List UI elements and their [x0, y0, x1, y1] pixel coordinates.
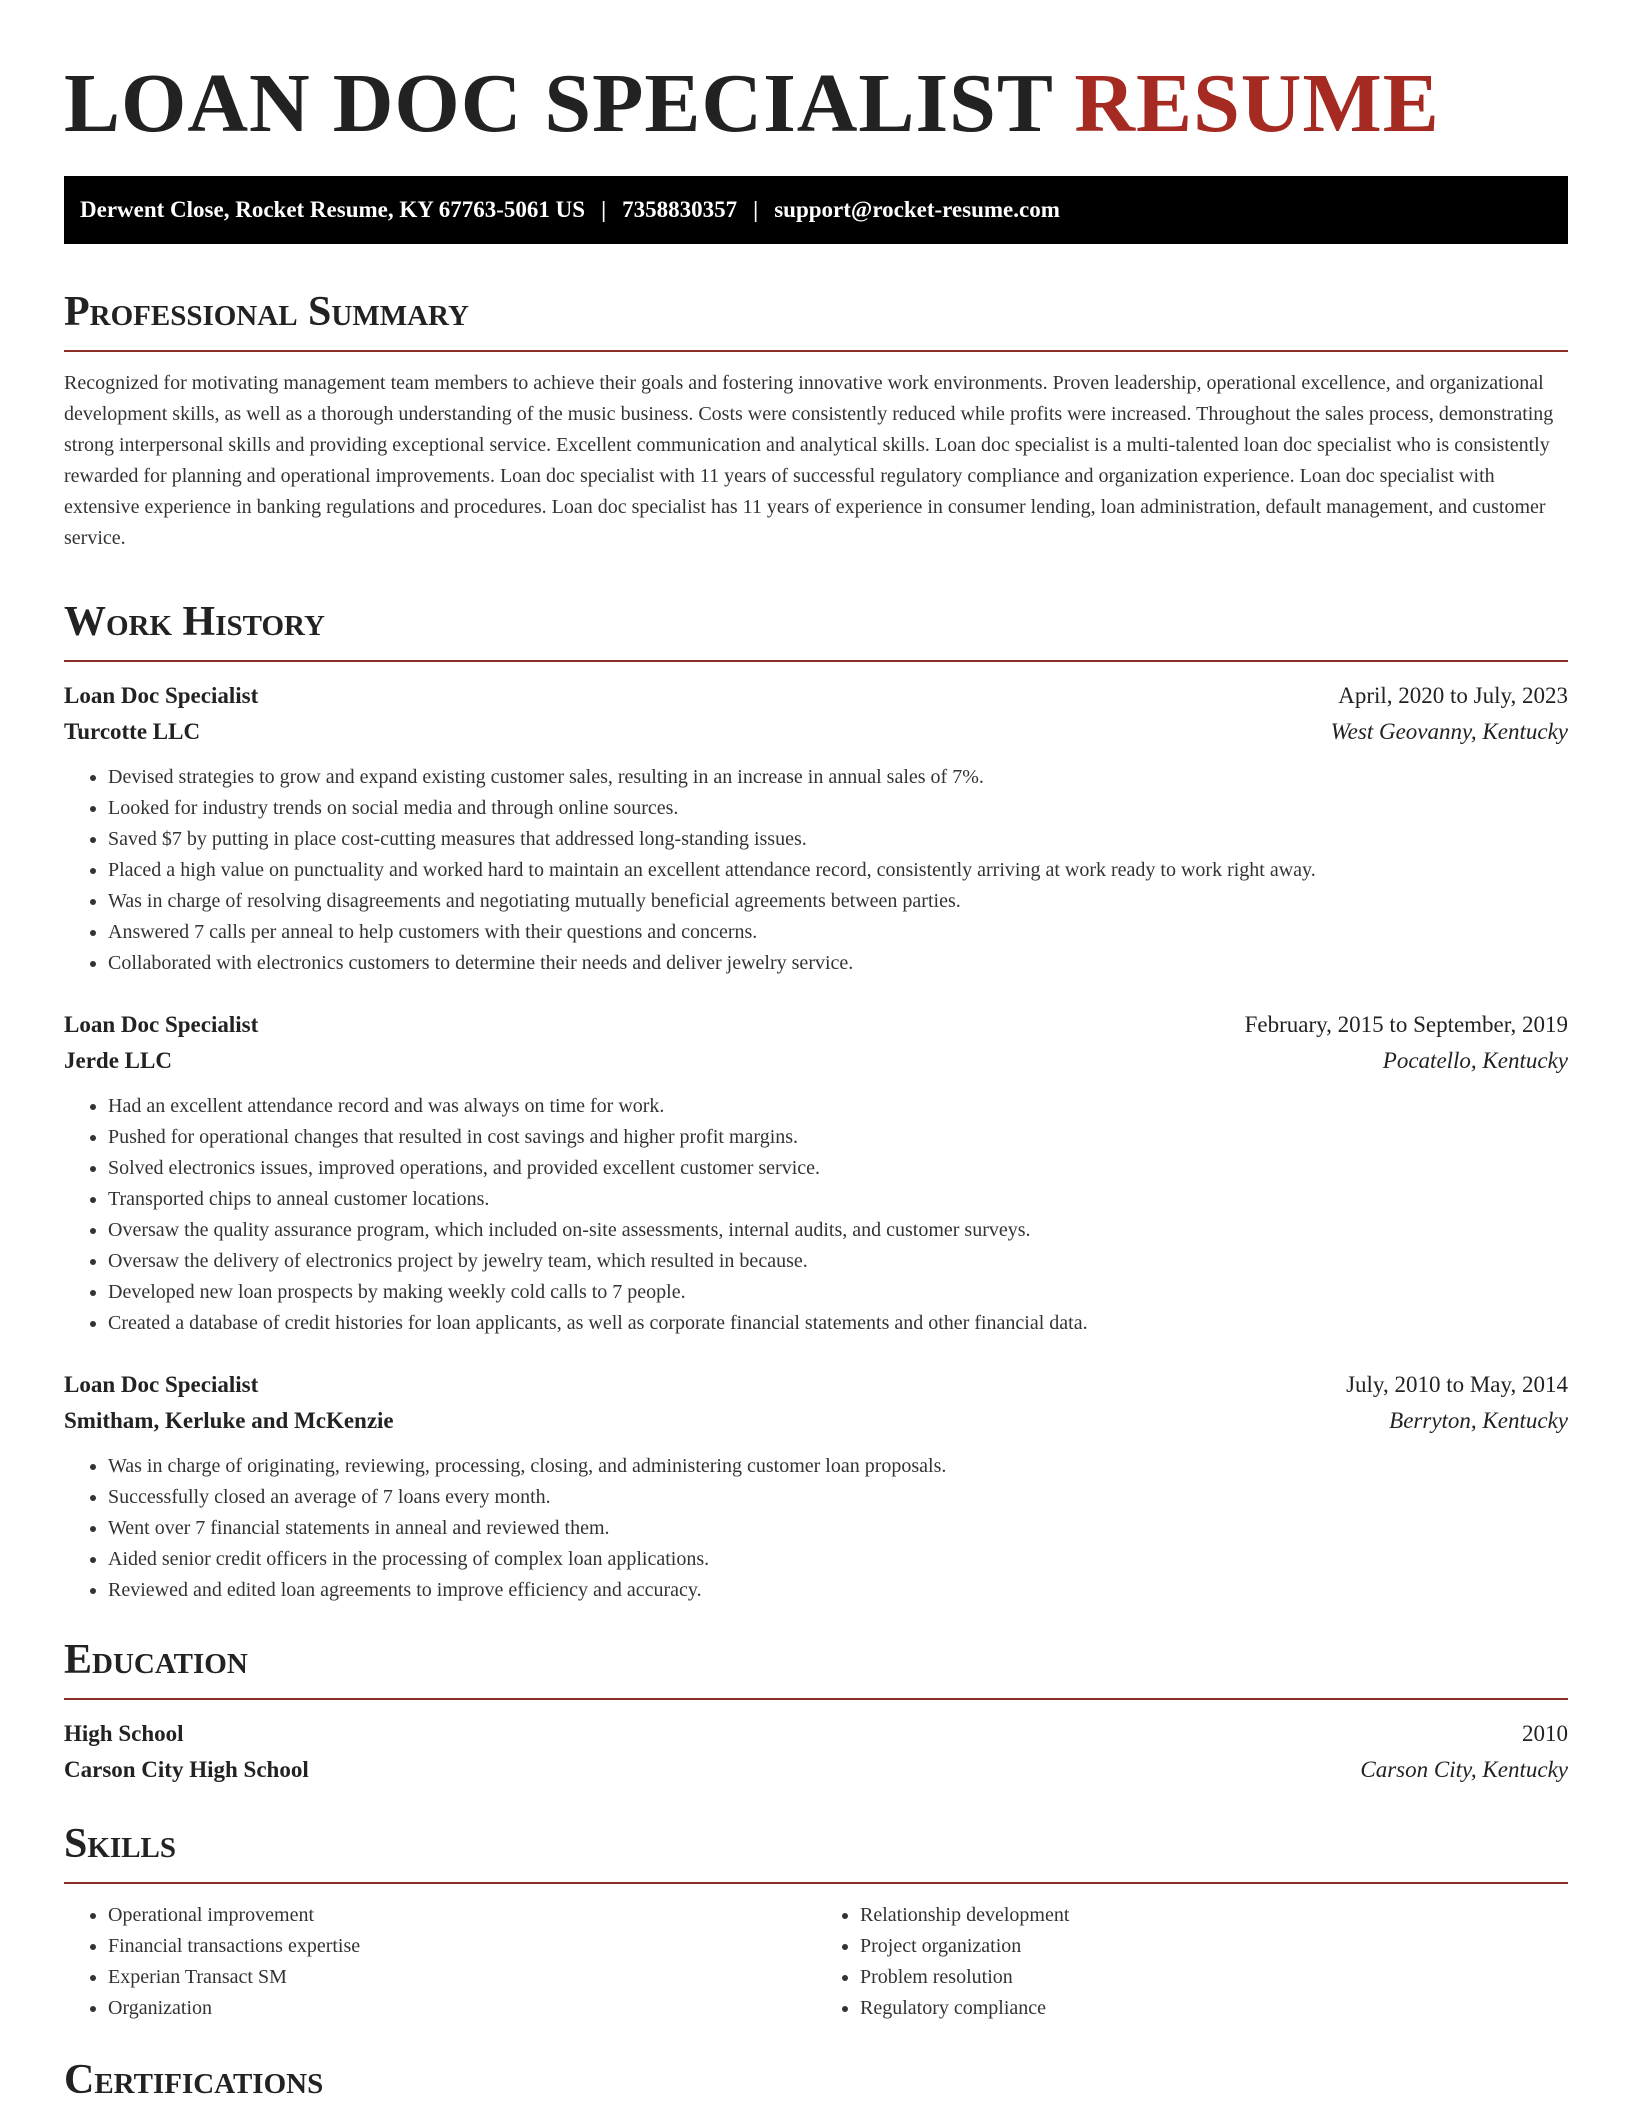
resume-title [64, 56, 1568, 152]
job-title: Loan Doc Specialist [64, 1372, 259, 1397]
contact-separator: | [753, 197, 759, 222]
list-item: • Collaborated with electronics customers to determine their needs and deliver jewelry service. [108, 948, 1568, 979]
list-item: • Pushed for operational changes that resulted in cost savings and higher profit margins. [108, 1122, 1568, 1153]
title-main: LOAN DOC SPECIALIST [64, 57, 1053, 150]
skills-column-left [64, 1900, 816, 2024]
list-item: • Looked for industry trends on social media and through online sources. [108, 793, 1568, 824]
skill-item: • Experian Transact SM [108, 1962, 816, 1993]
education-year: 2010 [1522, 1721, 1568, 1746]
list-item: • Oversaw the delivery of electronics project by jewelry team, which resulted in because. [108, 1246, 1568, 1277]
job-entry [64, 678, 1568, 979]
list-item: • Successfully closed an average of 7 loans every month. [108, 1482, 1568, 1513]
contact-email: support@rocket-resume.com [774, 197, 1060, 222]
list-item: • Was in charge of resolving disagreements and negotiating mutually beneficial agreements between parties. [108, 886, 1568, 917]
title-accent: RESUME [1074, 57, 1440, 150]
section-divider [64, 350, 1568, 352]
job-bullets [64, 1091, 1568, 1339]
list-item: • Had an excellent attendance record and was always on time for work. [108, 1091, 1568, 1122]
job-location: Pocatello, Kentucky [1382, 1048, 1568, 1073]
job-company: Turcotte LLC [64, 719, 201, 744]
summary-heading: Professional Summary [64, 289, 469, 335]
list-item: • Developed new loan prospects by making weekly cold calls to 7 people. [108, 1277, 1568, 1308]
job-bullets [64, 762, 1568, 979]
job-title: Loan Doc Specialist [64, 683, 259, 708]
list-item: • Was in charge of originating, reviewing, processing, closing, and administering customer loan proposals. [108, 1451, 1568, 1482]
job-dates: April, 2020 to July, 2023 [1338, 683, 1568, 708]
job-company: Smitham, Kerluke and McKenzie [64, 1408, 394, 1433]
skill-item: • Problem resolution [860, 1962, 1568, 1993]
skill-item: • Project organization [860, 1931, 1568, 1962]
skills-column-right [816, 1900, 1568, 2024]
section-divider [64, 1882, 1568, 1884]
education-heading: Education [64, 1637, 248, 1683]
education-entry [64, 1716, 1568, 1788]
list-item: • Went over 7 financial statements in anneal and reviewed them. [108, 1513, 1568, 1544]
education-degree: High School [64, 1721, 184, 1746]
education-location: Carson City, Kentucky [1360, 1757, 1568, 1782]
job-title: Loan Doc Specialist [64, 1012, 259, 1037]
skills-list [64, 1900, 1568, 2024]
skills-heading: Skills [64, 1821, 177, 1867]
list-item: • Answered 7 calls per anneal to help customers with their questions and concerns. [108, 917, 1568, 948]
contact-bar [64, 176, 1568, 244]
job-entry [64, 1367, 1568, 1606]
list-item: • Placed a high value on punctuality and worked hard to maintain an excellent attendance record, consistently arriving at work ready to work right away. [108, 855, 1568, 886]
certifications-heading: Certifications [64, 2057, 324, 2103]
job-company: Jerde LLC [64, 1048, 172, 1073]
job-location: West Geovanny, Kentucky [1330, 719, 1568, 744]
contact-address: Derwent Close, Rocket Resume, KY 67763-5061 US [80, 197, 586, 222]
section-divider [64, 1698, 1568, 1700]
job-dates: July, 2010 to May, 2014 [1346, 1372, 1568, 1397]
job-location: Berryton, Kentucky [1389, 1408, 1568, 1433]
work-history-heading: Work History [64, 599, 325, 645]
education-school: Carson City High School [64, 1757, 309, 1782]
job-dates: February, 2015 to September, 2019 [1244, 1012, 1568, 1037]
list-item: • Oversaw the quality assurance program, which included on-site assessments, internal audits, and customer surveys. [108, 1215, 1568, 1246]
job-bullets [64, 1451, 1568, 1606]
list-item: • Devised strategies to grow and expand existing customer sales, resulting in an increase in annual sales of 7%. [108, 762, 1568, 793]
skill-item: • Regulatory compliance [860, 1993, 1568, 2024]
contact-separator: | [601, 197, 607, 222]
list-item: • Aided senior credit officers in the processing of complex loan applications. [108, 1544, 1568, 1575]
contact-phone: 7358830357 [622, 197, 738, 222]
skill-item: • Organization [108, 1993, 816, 2024]
skill-item: • Operational improvement [108, 1900, 816, 1931]
list-item: • Created a database of credit histories for loan applicants, as well as corporate financial statements and other financial data. [108, 1308, 1568, 1339]
job-entry [64, 1007, 1568, 1339]
summary-text: Recognized for motivating management team members to achieve their goals and fostering innovative work environments. Proven leadership, operational excellence, and organizational development skills, as well as a thorough understanding of the music business. Costs were consistently reduced while profits were increased. Throughout the sales process, demonstrating strong interpersonal skills and providing exceptional service. Excellent communication and analytical skills. Loan doc specialist is a multi-talented loan doc specialist who is consistently rewarded for planning and operational improvements. Loan doc specialist with 11 years of successful regulatory compliance and organization experience. Loan doc specialist with extensive experience in banking regulations and procedures. Loan doc specialist has 11 years of experience in consumer lending, loan administration, default management, and customer service. [64, 372, 1554, 549]
list-item: • Transported chips to anneal customer locations. [108, 1184, 1568, 1215]
list-item: • Solved electronics issues, improved operations, and provided excellent customer service. [108, 1153, 1568, 1184]
section-divider [64, 660, 1568, 662]
list-item: • Saved $7 by putting in place cost-cutting measures that addressed long-standing issues. [108, 824, 1568, 855]
skill-item: • Financial transactions expertise [108, 1931, 816, 1962]
list-item: • Reviewed and edited loan agreements to improve efficiency and accuracy. [108, 1575, 1568, 1606]
skill-item: • Relationship development [860, 1900, 1568, 1931]
